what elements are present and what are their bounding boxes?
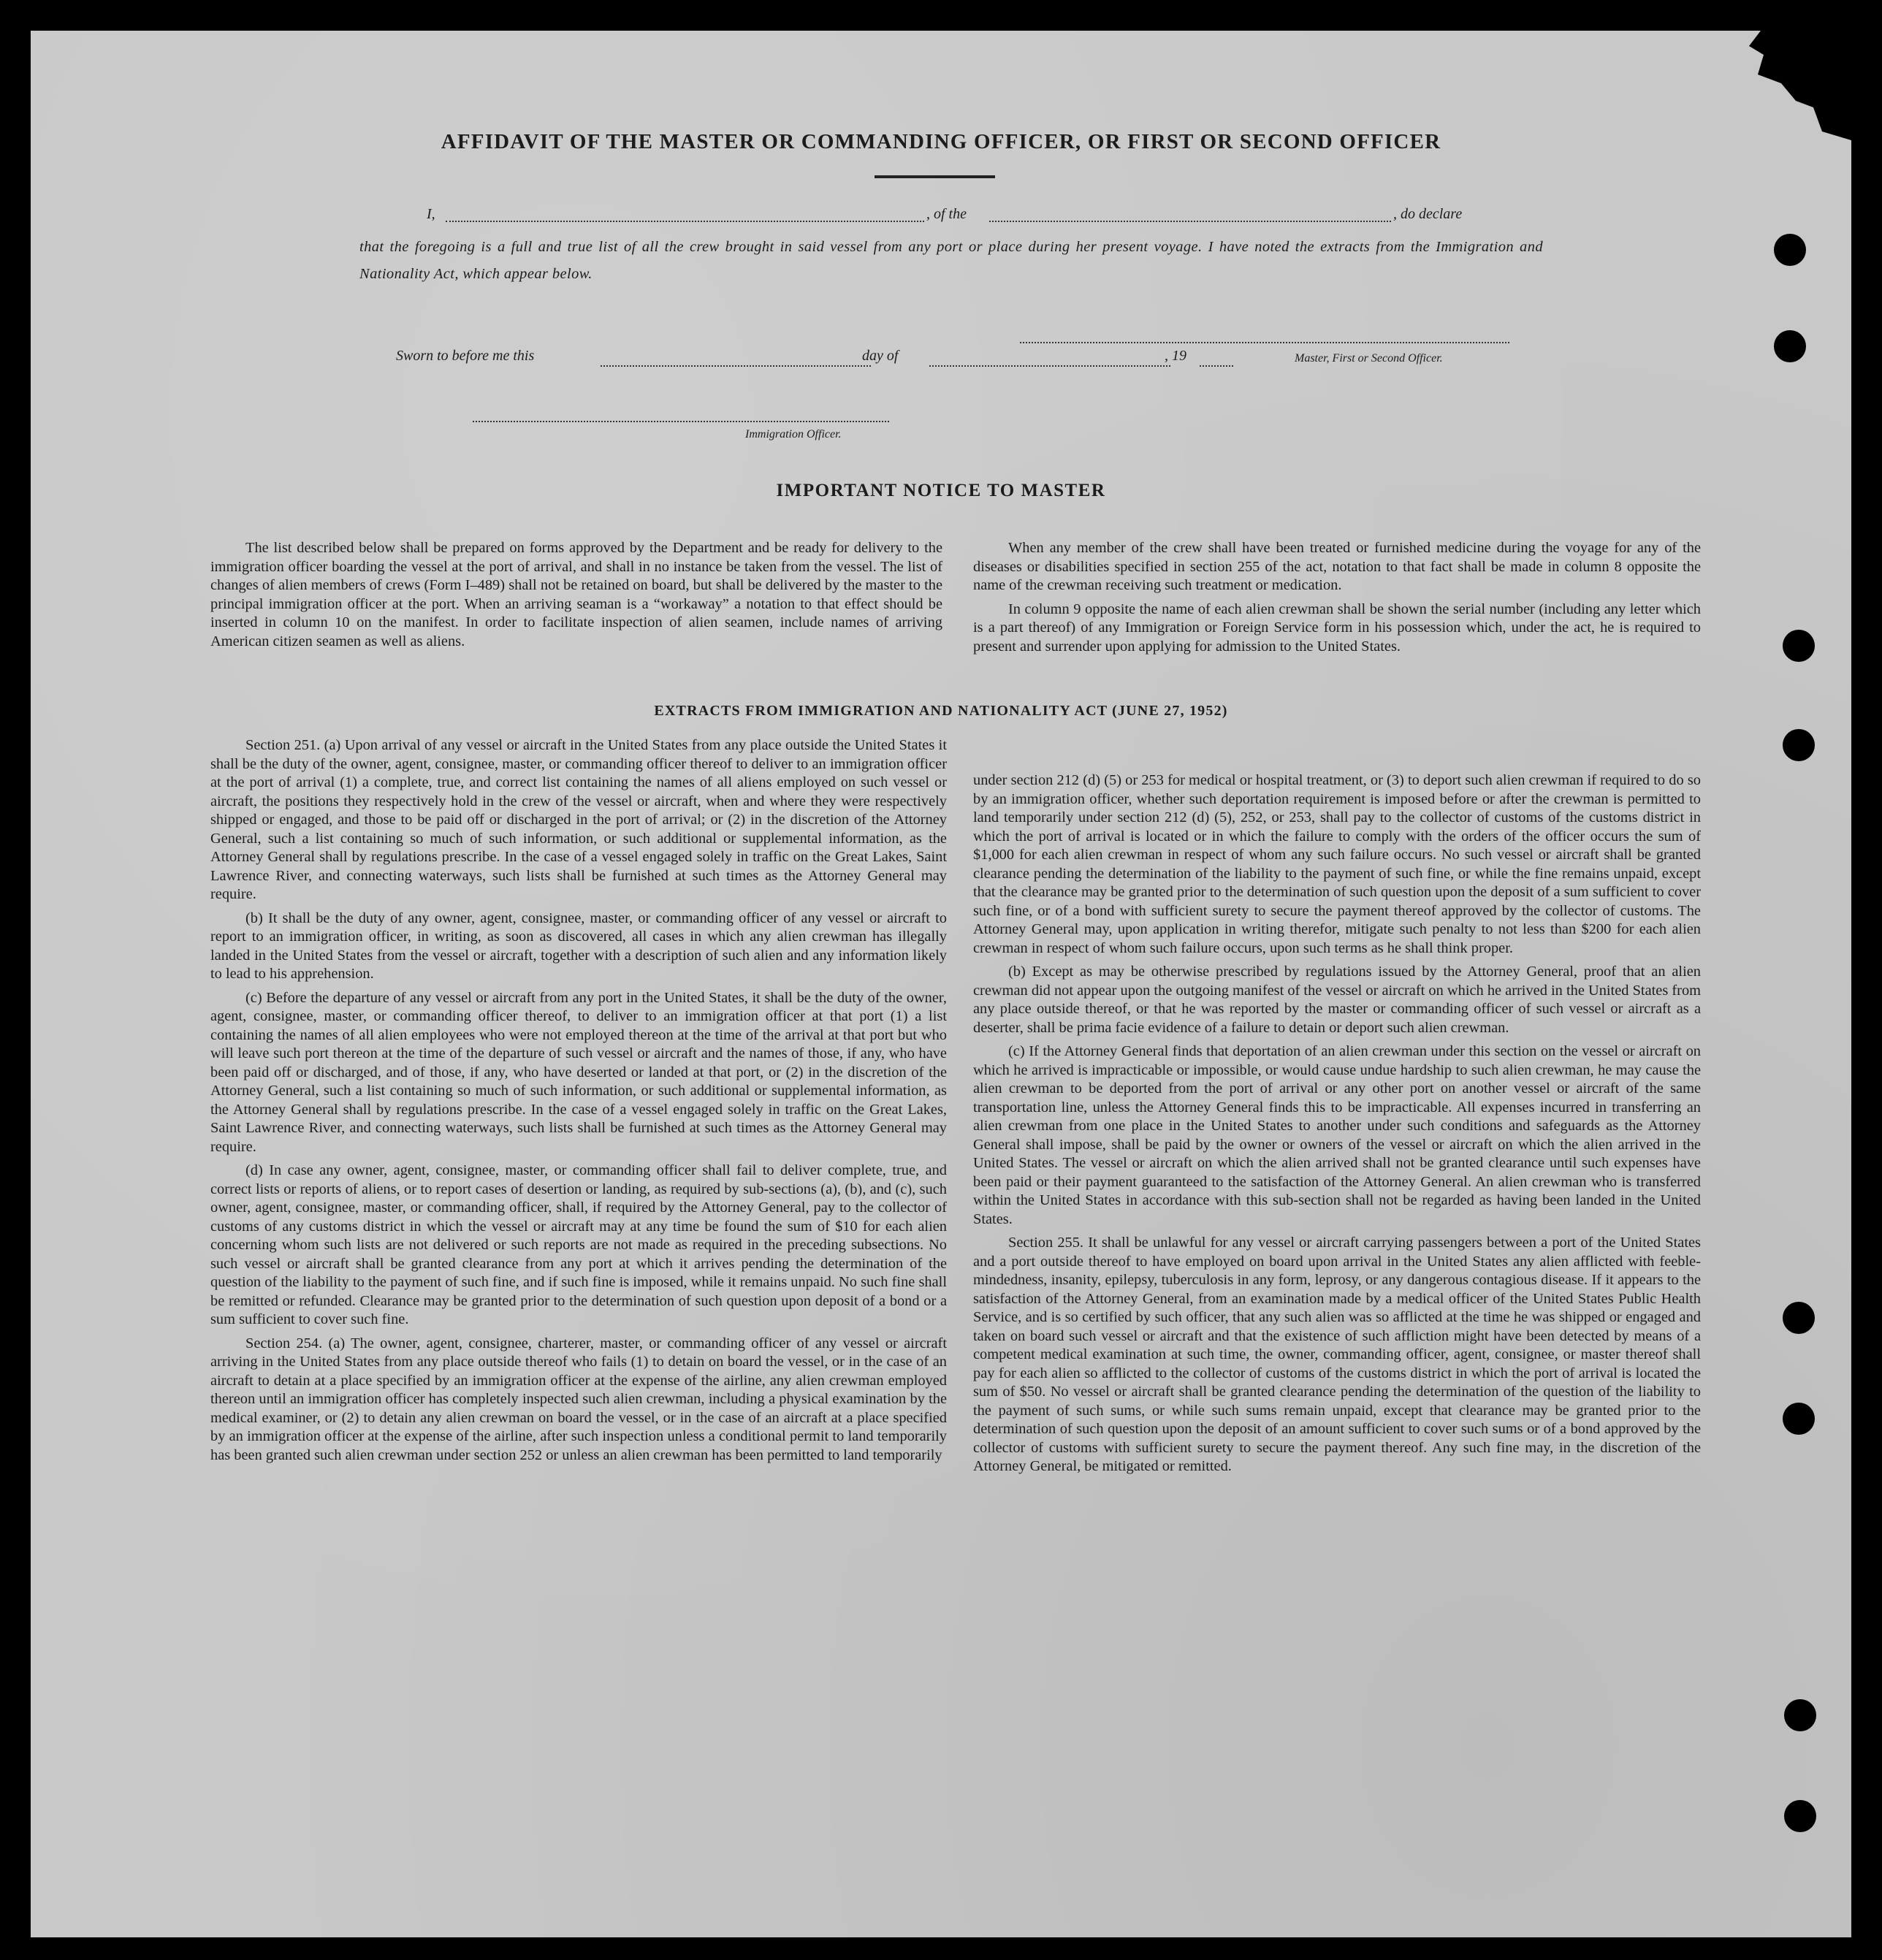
torn-corner <box>1705 31 1851 140</box>
extract-paragraph: Section 255. It shall be unlawful for any vessel or aircraft carrying passengers between a port of the United States and a port outside thereof to have employed on board upon arrival in the United States any alien afflicted with feeble-mindedness, insanity, epilepsy, tuberculosis in any form, leprosy, or any dangerous contagious disease. If it appears to the satisfaction of the Attorney General, from an examination made by a medical officer of the United States Public Health Service, and is so certified by such officer, that any such alien was so afflicted at the time he was shipped or engaged and taken on board such vessel or aircraft and that the existence of such affliction might have been detected by means of a competent medical examination at such time, the owner, commanding officer, agent, consignee, or master thereof shall pay for each alien so afflicted to the collector of customs of the customs district in which the port of arrival is located the sum of $50. No vessel or aircraft shall be granted clearance pending the determination of the question of the liability to the payment of such sums, or while such sums remain unpaid, except that clearance may be granted prior to the determination of such question upon the deposit of an amount sufficient to cover such sums or of a bond approved by the collector of customs with sufficient surety to secure the payment thereof. Any such fine may, in the discretion of the Attorney General, be mitigated or remitted. <box>973 1235 1701 1474</box>
label-of-the: , of the <box>926 206 967 222</box>
year-label: , 19 <box>1165 348 1186 364</box>
sworn-day-blank[interactable] <box>601 351 871 367</box>
binder-hole <box>1784 1699 1816 1731</box>
vessel-blank[interactable] <box>989 206 1391 222</box>
officer-label: Immigration Officer. <box>745 428 842 441</box>
binder-hole <box>1783 729 1815 761</box>
declaration-line <box>359 206 1543 231</box>
label-do-declare: , do declare <box>1393 206 1463 222</box>
extract-paragraph: (c) If the Attorney General finds that deportation of an alien crewman under this section on the vessel or aircraft on which he arrived is impracticable or impossible, or would cause undue hardship to such alien crewman, he may cause the alien crewman to be deported from the port of arrival or any other port on another vessel or aircraft of the same transportation line, unless the Attorney General finds this to be impracticable. All expenses incurred in transferring an alien crewman from one place in the United States to another under such conditions and safeguards as the Attorney General shall impose, shall be paid by the owner or owners of the vessel or aircraft on which the alien arrived in the United States. The vessel or aircraft on which the alien arrived shall not be granted clearance until such expenses have been paid or their payment guaranteed to the satisfaction of the Attorney General. An alien crewman who is transferred within the United States in accordance with this sub-section shall not be regarded as having been landed in the United States. <box>973 1043 1701 1227</box>
extract-paragraph: (b) Except as may be otherwise prescribed by regulations issued by the Attorney General, proof that an alien crewman did not appear upon the outgoing manifest of the vessel or aircraft on which he arrived in the United States from any place outside thereof, or that he was reported by the master or commanding officer of such vessel or aircraft as a deserter, shall be prima facie evidence of a failure to detain or deport such alien crewman. <box>973 964 1702 1036</box>
affidavit-title: AFFIDAVIT OF THE MASTER OR COMMANDING OFFICER, OR FIRST OR SECOND OFFICER <box>441 130 1441 153</box>
notice-right-column <box>973 539 1701 656</box>
extract-paragraph: Section 251. (a) Upon arrival of any vessel or aircraft in the United States from any place outside the United States it shall be the duty of the owner, agent, consignee, master, or commanding officer thereof to deliver to an immigration officer at the port of arrival (1) a complete, true, and correct list containing the names of all aliens employed on such vessel or aircraft, the positions they respectively hold in the crew of the vessel or aircraft, when and where they were respectively shipped or engaged, and those to be paid off or discharged in the port of arrival; or (2) in the discretion of the Attorney General, such a list containing so much of such information, or such additional or supplemental information, as the Attorney General shall by regulations prescribe. In the case of a vessel engaged solely in traffic on the Great Lakes, Saint Lawrence River, and connecting waterways, such lists shall be furnished at such times as the Attorney General may require. <box>210 737 947 902</box>
extract-paragraph: under section 212 (d) (5) or 253 for medical or hospital treatment, or (3) to deport such alien crewman if required to do so by an immigration officer, whether such deportation requirement is imposed before or after the crewman is permitted to land temporarily under section 212 (d) (5), 252, or 253, shall pay to the collector of customs of the customs district in which the port of arrival is located or in which the failure to comply with the orders of the officer occurs the sum of $1,000 for each alien crewman in respect of whom any such failure occurs. No such vessel or aircraft shall be granted clearance pending the determination of the liability to the payment of such fine, or while the fine remains unpaid, except that the clearance may be granted prior to the determination of such question upon the deposit of a sum sufficient to cover such fine, or of a bond with sufficient surety to secure the payment thereof approved by the collector of customs. The Attorney General may, upon application in writing therefor, mitigate such penalty to not less than $200 for each alien crewman in respect of whom such failure occurs, upon such terms as he shall think proper. <box>973 772 1701 956</box>
notice-paragraph: In column 9 opposite the name of each alien crewman shall be shown the serial number (including any letter which is a part thereof) of any Immigration or Foreign Service form in his possession which, under the act, he is required to present and surrender upon applying for admission to the United States. <box>973 600 1701 655</box>
extract-paragraph: (b) It shall be the duty of any owner, agent, consignee, master, or commanding officer of any vessel or aircraft to report to an immigration officer, in writing, as soon as discovered, all cases in which any alien crewman has illegally landed in the United States from the vessel or aircraft, together with a description of such alien and any information likely to lead to his apprehension. <box>210 910 947 982</box>
notice-paragraph: The list described below shall be prepared on forms approved by the Department and be ready for delivery to the immigration officer boarding the vessel at the port of arrival, and shall in no instance be taken from the vessel. The list of changes of alien members of crews (Form I–489) shall not be retained on board, but shall be delivered by the master to the principal immigration officer at the port. When an arriving seaman is a “workaway” a notation to that effect should be inserted in column 10 on the manifest. In order to facilitate inspection of alien seamen, include names of arriving American citizen seamen as well as aliens. <box>210 540 942 649</box>
binder-hole <box>1783 630 1815 662</box>
notice-paragraph: When any member of the crew shall have been treated or furnished medicine during the voyage for any of the diseases or disabilities specified in section 255 of the act, notation to that fact shall be made in column 8 opposite the name of the crewman receiving such treatment or medication. <box>973 540 1701 593</box>
label-i: I, <box>427 206 435 222</box>
extracts-right-column <box>973 771 1701 1476</box>
declaration-text: that the foregoing is a full and true list of all the crew brought in said vessel from any port or place during her present voyage. I have noted the extracts from the Immigration and Nationality Act, which appear below. <box>359 239 1543 282</box>
extract-paragraph: Section 254. (a) The owner, agent, consignee, charterer, master, or commanding officer of any vessel or aircraft arriving in the United States from any place outside thereof who fails (1) to detain on board the vessel, or in the case of an aircraft to detain at a place specified by an immigration officer at the expense of the airline, any alien crewman employed thereon until an immigration officer has completely inspected such alien crewman, including a physical examination by the medical examiner, or (2) to detain any alien crewman on board the vessel, or in the case of an aircraft at a place specified by an immigration officer at the expense of the airline, after such inspection unless a conditional permit to land temporarily has been granted such alien crewman under section 252 or unless an alien crewman has been permitted to land temporarily <box>210 1335 947 1463</box>
binder-hole <box>1774 234 1806 266</box>
sworn-month-blank[interactable] <box>929 351 1170 367</box>
day-of-label: day of <box>862 348 899 364</box>
notice-title: IMPORTANT NOTICE TO MASTER <box>776 481 1106 500</box>
extracts-left-column <box>210 736 947 1465</box>
document-page <box>31 31 1851 1937</box>
year-blank[interactable] <box>1200 351 1233 367</box>
binder-hole <box>1783 1302 1815 1334</box>
binder-hole <box>1783 1403 1815 1435</box>
master-signature-line[interactable] <box>1020 327 1509 343</box>
notice-left-column <box>210 539 942 651</box>
name-blank[interactable] <box>446 206 924 222</box>
sworn-label: Sworn to before me this <box>396 348 535 364</box>
binder-hole <box>1774 330 1806 362</box>
title-underline <box>875 175 995 178</box>
extract-paragraph: (d) In case any owner, agent, consignee, master, or commanding officer shall fail to deliver complete, true, and correct lists or reports of aliens, or to report cases of desertion or landing, as required by sub-sections (a), (b), and (c), such owner, agent, consignee, master, or commanding officer, shall, if required by the Attorney General, pay to the collector of customs of any customs district in which the vessel or aircraft may at any time be found the sum of $10 for each alien concerning whom such lists are not delivered or such reports are not made as required in the preceding subsections. No such vessel or aircraft shall be granted clearance from any port at which it arrives pending the determination of the question of the liability to the payment of such fine, and if such fine is imposed, while it remains unpaid. No such fine shall be remitted or refunded. Clearance may be granted prior to the determination of such question upon deposit of a bond or a sum sufficient to cover such fine. <box>210 1162 947 1327</box>
extracts-title: EXTRACTS FROM IMMIGRATION AND NATIONALITY ACT (JUNE 27, 1952) <box>654 703 1228 719</box>
officer-signature-line[interactable] <box>473 406 889 422</box>
binder-hole <box>1784 1800 1816 1832</box>
extract-paragraph: (c) Before the departure of any vessel or aircraft from any port in the United States, it shall be the duty of the owner, agent, consignee, master, or commanding officer thereof, to deliver to an immigration officer at that port (1) a list containing the names of all alien employees who were not employed thereon at the time of the arrival at that port but who will leave such port thereon at the time of the departure of such vessel or aircraft and the names of those, if any, who have been paid off or discharged, and of those, if any, who have deserted or landed at that port, or (2) in the discretion of the Attorney General, such a list containing so much of such information, or such additional or supplemental information, as the Attorney General shall by regulations prescribe. In the case of a vessel engaged solely in traffic on the Great Lakes, Saint Lawrence River, and connecting waterways, such lists shall be furnished at such times as the Attorney General may require. <box>210 989 947 1155</box>
master-label: Master, First or Second Officer. <box>1295 352 1443 365</box>
